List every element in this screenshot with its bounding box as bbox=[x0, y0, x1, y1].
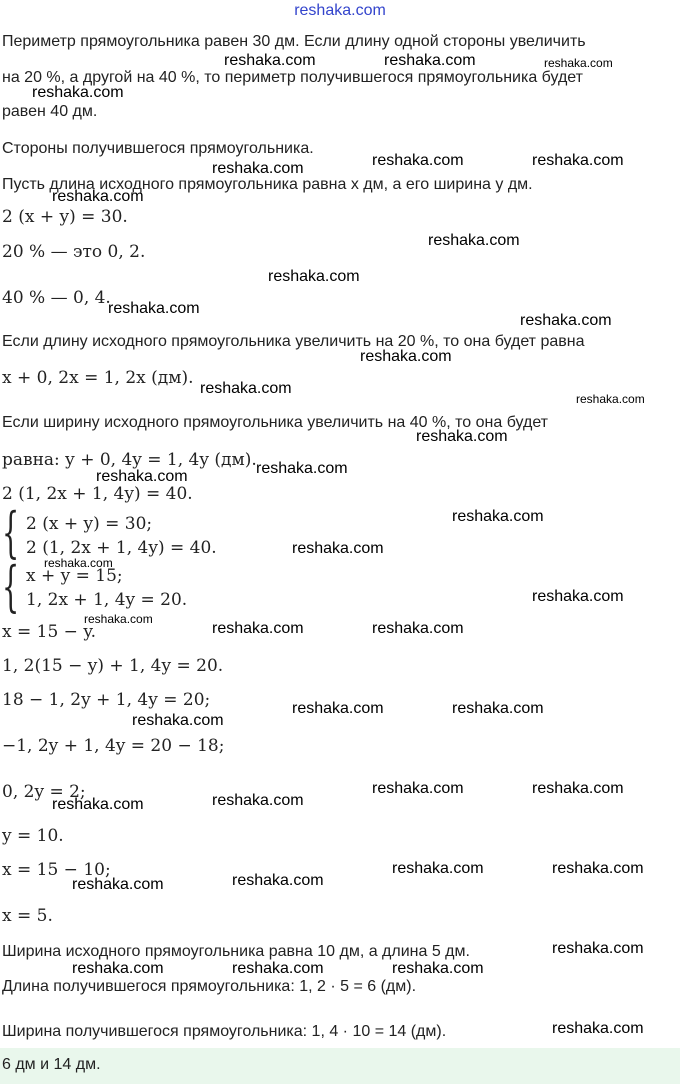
watermark: reshaka.com bbox=[212, 620, 304, 637]
watermark: reshaka.com bbox=[552, 1020, 644, 1037]
equation-perimeter: 2 (x + y) = 30. bbox=[2, 207, 128, 227]
answer-text: 6 дм и 14 дм. bbox=[2, 1056, 101, 1073]
step-expand: 18 − 1, 2y + 1, 4y = 20; bbox=[2, 690, 211, 710]
watermark: reshaka.com bbox=[552, 940, 644, 957]
watermark: reshaka.com bbox=[392, 960, 484, 977]
step-x-calc: x = 15 − 10; bbox=[2, 860, 111, 880]
new-width: Ширина получившегося прямоугольника: 1, 4 · 10 = 14 (дм). bbox=[2, 1023, 447, 1040]
length-increase-text: Если длину исходного прямоугольника увеличить на 20 %, то она будет равна bbox=[2, 333, 585, 350]
watermark: reshaka.com bbox=[232, 960, 324, 977]
length-increase-expr: x + 0, 2x = 1, 2x (дм). bbox=[2, 368, 194, 388]
watermark: reshaka.com bbox=[532, 780, 624, 797]
sides-heading: Стороны получившегося прямоугольника. bbox=[2, 140, 314, 157]
watermark: reshaka.com bbox=[212, 792, 304, 809]
watermark: reshaka.com bbox=[212, 160, 304, 177]
step-x-value: x = 5. bbox=[2, 906, 53, 926]
watermark: reshaka.com bbox=[52, 188, 144, 205]
step-simplify: 0, 2y = 2; bbox=[2, 782, 86, 802]
watermark: reshaka.com bbox=[392, 860, 484, 877]
system2-eq1: x + y = 15; bbox=[26, 566, 123, 586]
watermark: reshaka.com bbox=[532, 588, 624, 605]
new-length: Длина получившегося прямоугольника: 1, 2 · 5 = 6 (дм). bbox=[2, 978, 417, 995]
step-express-x: x = 15 − y. bbox=[2, 622, 97, 642]
system-brace-2: { bbox=[2, 555, 20, 618]
watermark: reshaka.com bbox=[232, 872, 324, 889]
watermark: reshaka.com bbox=[372, 780, 464, 797]
watermark: reshaka.com bbox=[384, 52, 476, 69]
watermark: reshaka.com bbox=[360, 348, 452, 365]
watermark: reshaka.com bbox=[416, 428, 508, 445]
watermark: reshaka.com bbox=[576, 392, 645, 406]
percent-20: 20 % — это 0, 2. bbox=[2, 242, 146, 262]
width-increase-text: Если ширину исходного прямоугольника увеличить на 40 %, то она будет bbox=[2, 414, 549, 431]
watermark: reshaka.com bbox=[72, 876, 164, 893]
watermark: reshaka.com bbox=[32, 84, 124, 101]
step-rearrange: −1, 2y + 1, 4y = 20 − 18; bbox=[2, 736, 225, 756]
watermark: reshaka.com bbox=[292, 700, 384, 717]
watermark: reshaka.com bbox=[292, 540, 384, 557]
original-dimensions: Ширина исходного прямоугольника равна 10 дм, а длина 5 дм. bbox=[2, 943, 470, 960]
width-increase-expr: равна: y + 0, 4y = 1, 4y (дм). bbox=[2, 450, 257, 470]
statement-line-1: Периметр прямоугольника равен 30 дм. Если длину одной стороны увеличить bbox=[2, 33, 586, 50]
watermark: reshaka.com bbox=[372, 620, 464, 637]
system1-eq2: 2 (1, 2x + 1, 4y) = 40. bbox=[26, 538, 217, 558]
statement-line-3: равен 40 дм. bbox=[2, 103, 98, 120]
watermark: reshaka.com bbox=[552, 860, 644, 877]
system2-eq2: 1, 2x + 1, 4y = 20. bbox=[26, 590, 188, 610]
watermark: reshaka.com bbox=[108, 300, 200, 317]
step-substitute: 1, 2(15 − y) + 1, 4y = 20. bbox=[2, 656, 224, 676]
site-header[interactable]: reshaka.com bbox=[294, 2, 386, 19]
system1-eq1: 2 (x + y) = 30; bbox=[26, 514, 153, 534]
answer-box bbox=[0, 1048, 680, 1084]
let-line: Пусть длина исходного прямоугольника равна x дм, а его ширина y дм. bbox=[2, 176, 533, 193]
system-brace-1: { bbox=[2, 501, 20, 564]
watermark: reshaka.com bbox=[452, 508, 544, 525]
watermark: reshaka.com bbox=[452, 700, 544, 717]
watermark: reshaka.com bbox=[372, 152, 464, 169]
watermark: reshaka.com bbox=[268, 268, 360, 285]
equation-new-perimeter: 2 (1, 2x + 1, 4y) = 40. bbox=[2, 484, 193, 504]
watermark: reshaka.com bbox=[96, 468, 188, 485]
watermark: reshaka.com bbox=[428, 232, 520, 249]
statement-line-2: на 20 %, а другой на 40 %, то периметр получившегося прямоугольника будет bbox=[2, 69, 583, 86]
watermark: reshaka.com bbox=[544, 56, 613, 70]
watermark: reshaka.com bbox=[200, 380, 292, 397]
watermark: reshaka.com bbox=[224, 52, 316, 69]
percent-40: 40 % — 0, 4. bbox=[2, 288, 111, 308]
watermark: reshaka.com bbox=[52, 796, 144, 813]
watermark: reshaka.com bbox=[72, 960, 164, 977]
watermark: reshaka.com bbox=[84, 612, 153, 626]
watermark: reshaka.com bbox=[520, 312, 612, 329]
watermark: reshaka.com bbox=[532, 152, 624, 169]
watermark: reshaka.com bbox=[44, 556, 113, 570]
step-y-value: y = 10. bbox=[2, 826, 64, 846]
watermark: reshaka.com bbox=[256, 460, 348, 477]
watermark: reshaka.com bbox=[132, 712, 224, 729]
